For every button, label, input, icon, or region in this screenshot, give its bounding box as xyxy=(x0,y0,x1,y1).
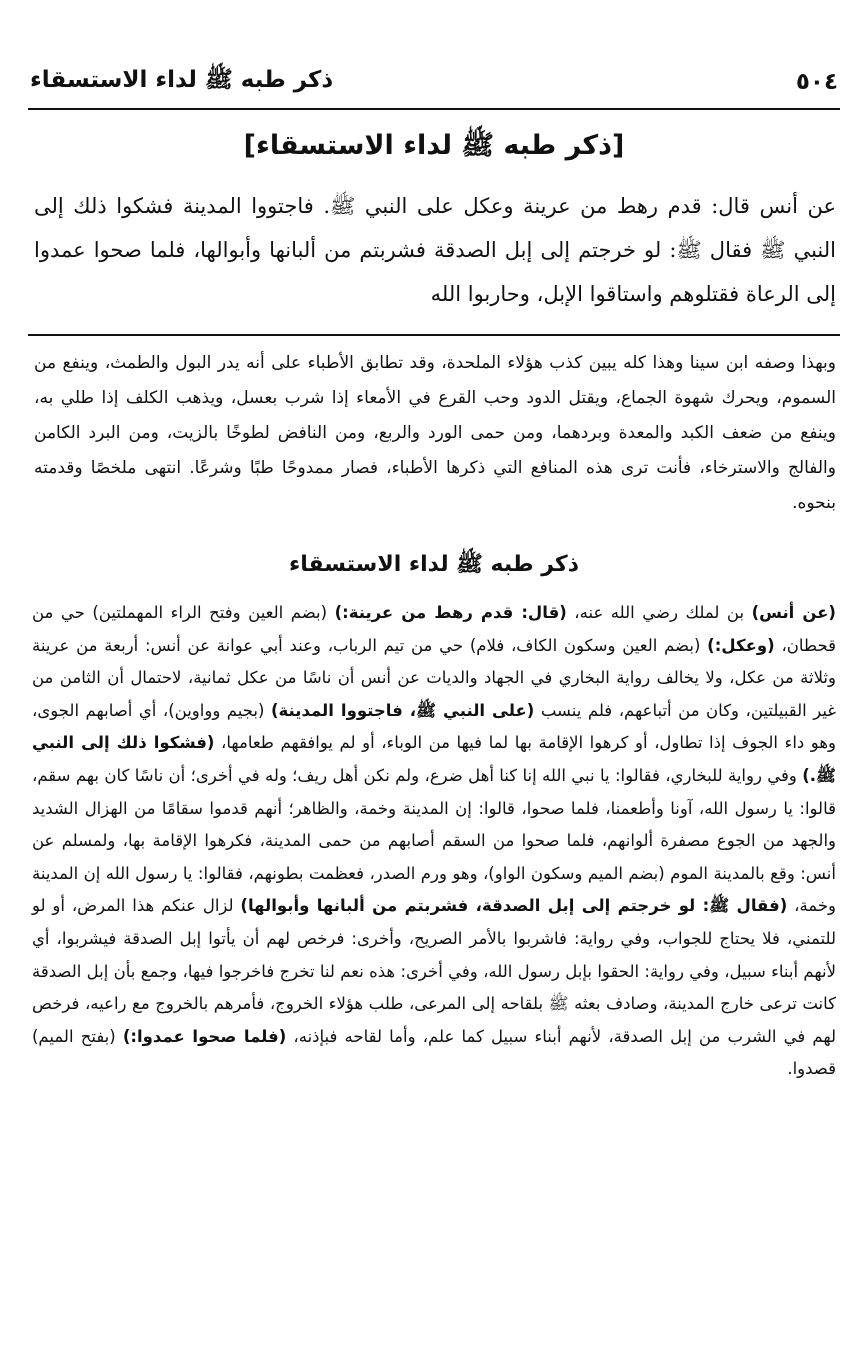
sharh-paragraph xyxy=(32,597,836,1086)
running-title: ذكر طبه ﷺ لداء الاستسقاء xyxy=(30,67,334,93)
footnote-separator-rule xyxy=(28,334,840,336)
sharh-matn-quote: (على النبي ﷺ، فاجتووا المدينة) xyxy=(270,700,535,720)
hadith-paragraph: عن أنس قال: قدم رهط من عرينة وعكل على النبي ﷺ. فاجتووا المدينة فشكوا ذلك إلى النبي ﷺ فقال ﷺ: لو خرجتم إلى إبل الصدقة فشربتم من ألبانها وأبوالها، فلما صحوا عمدوا إلى الرعاة فقتلوهم واستاقوا الإبل، وحاربوا الله xyxy=(34,194,836,306)
sharh-matn-quote: (وعكل:) xyxy=(707,635,775,655)
sharh-text-segment: (بضم العين وسكون الكاف، فلام) حي من تيم الرباب، وعند أبي عوانة عن أنس: أربعة من عرينة وثلاثة من عكل، ولا يخالف رواية البخاري في الجهاد والديات عن أنس أن ناسًا من عكل ثمانية، لاحتمال أن الثامن من غير القبيلتين، وكان من أتباعهم، فلم ينسب xyxy=(32,635,836,720)
sharh-text-segment: لزال عنكم هذا المرض، أو لو للتمني، فلا يحتاج للجواب، وفي رواية: فاشربوا بالأمر الصريح، وأخرى: فرخص لهم أن يأتوا إبل الصدقة فيشربوا، أي لأنهم أبناء سبيل، وفي رواية: الحقوا بإبل رسول الله، وفي أخرى: هذه نعم لنا تخرج فاخرجوا فيها، وجمع بأن إبل الصدقة كانت ترعى خارج المدينة، وصادف بعثه ﷺ بلقاحه إلى المرعى، طلب هؤلاء الخروج، فأمرهم بالخروج مع راعيه، فرخص لهم في الشرب من إبل الصدقة، لأنهم أبناء سبيل كما علم، وأما لقاحه فبإذنه، xyxy=(32,896,837,1046)
sharh-text-segment: (بضم العين وفتح الراء المهملتين) حي من قحطان، xyxy=(32,603,836,655)
sharh-text-segment: (بجيم وواوين)، أي أصابهم الجوى، وهو داء الجوف إذا تطاول، أو كرهوا الإقامة بها لما فيها من الوباء، أو لم يوافقهم طعامها، xyxy=(32,700,836,753)
commentary-block xyxy=(34,346,836,521)
commentary-paragraph: وبهذا وصفه ابن سينا وهذا كله يبين كذب هؤلاء الملحدة، وقد تطابق الأطباء على أنه يدر البول والطمث، وينفع من السموم، ويحرك شهوة الجماع، ويقتل الدود وحب القرع في الأمعاء إذا شرب بعسل، ويذهب الكلف إذا طلي به، وينفع من ضعف الكبد والمعدة وبردهما، ومن حمى الورد والربع، ومن النافض لطوخًا بالزيت، ومن البرد الكامن والفالج والاسترخاء، فأنت ترى هذه المنافع التي ذكرها الأطباء، فصار ممدوحًا طبًا وشرعًا. انتهى ملخصًا وقدمته بنحوه. xyxy=(34,353,836,513)
sharh-matn-quote: (فشكوا ذلك إلى النبي ﷺ.) xyxy=(32,733,836,785)
page-number: ٥٠٤ xyxy=(795,69,838,95)
header-rule xyxy=(28,108,840,110)
sharh-matn-quote: (فلما صحوا عمدوا:) xyxy=(122,1026,287,1046)
sharh-text-segment: بن لملك رضي الله عنه، xyxy=(566,603,752,622)
hadith-text-block xyxy=(34,184,836,316)
sharh-text-segment: وفي رواية للبخاري، فقالوا: يا نبي الله إنا كنا أهل ضرع، ولم نكن أهل ريف؛ وله في أخرى؛ أن ناسًا كان بهم سقم، قالوا: يا رسول الله، آونا وأطعمنا، فلما صحوا، قالوا: إن المدينة وخمة، والظاهر؛ أنهم قدموا سقامًا من الهزال الشديد والجهد من الجوع مصفرة ألوانهم، فلما صحوا من السقم أصابهم من حمى المدينة، فكرهوا الإقامة بها، ولمسلم عن أنس: وقع بالمدينة الموم (بضم الميم وسكون الواو)، وهو ورم الصدر، فعظمت بطونهم، فقالوا: يا رسول الله إن المدينة وخمة، xyxy=(32,765,837,916)
sharh-text-segment: (بفتح الميم) قصدوا. xyxy=(32,1026,836,1079)
running-header xyxy=(30,62,838,102)
subsection-title: ذكر طبه ﷺ لداء الاستسقاء xyxy=(288,552,580,577)
sharh-block xyxy=(32,597,836,1086)
section-title: [ذكر طبه ﷺ لداء الاستسقاء] xyxy=(243,130,625,161)
sharh-matn-quote: (فقال ﷺ: لو خرجتم إلى إبل الصدقة، فشربتم من ألبانها وأبوالها) xyxy=(240,896,788,916)
sharh-matn-quote: (قال: قدم رهط من عرينة:) xyxy=(334,603,567,622)
sharh-matn-quote: (عن أنس) xyxy=(751,603,836,622)
